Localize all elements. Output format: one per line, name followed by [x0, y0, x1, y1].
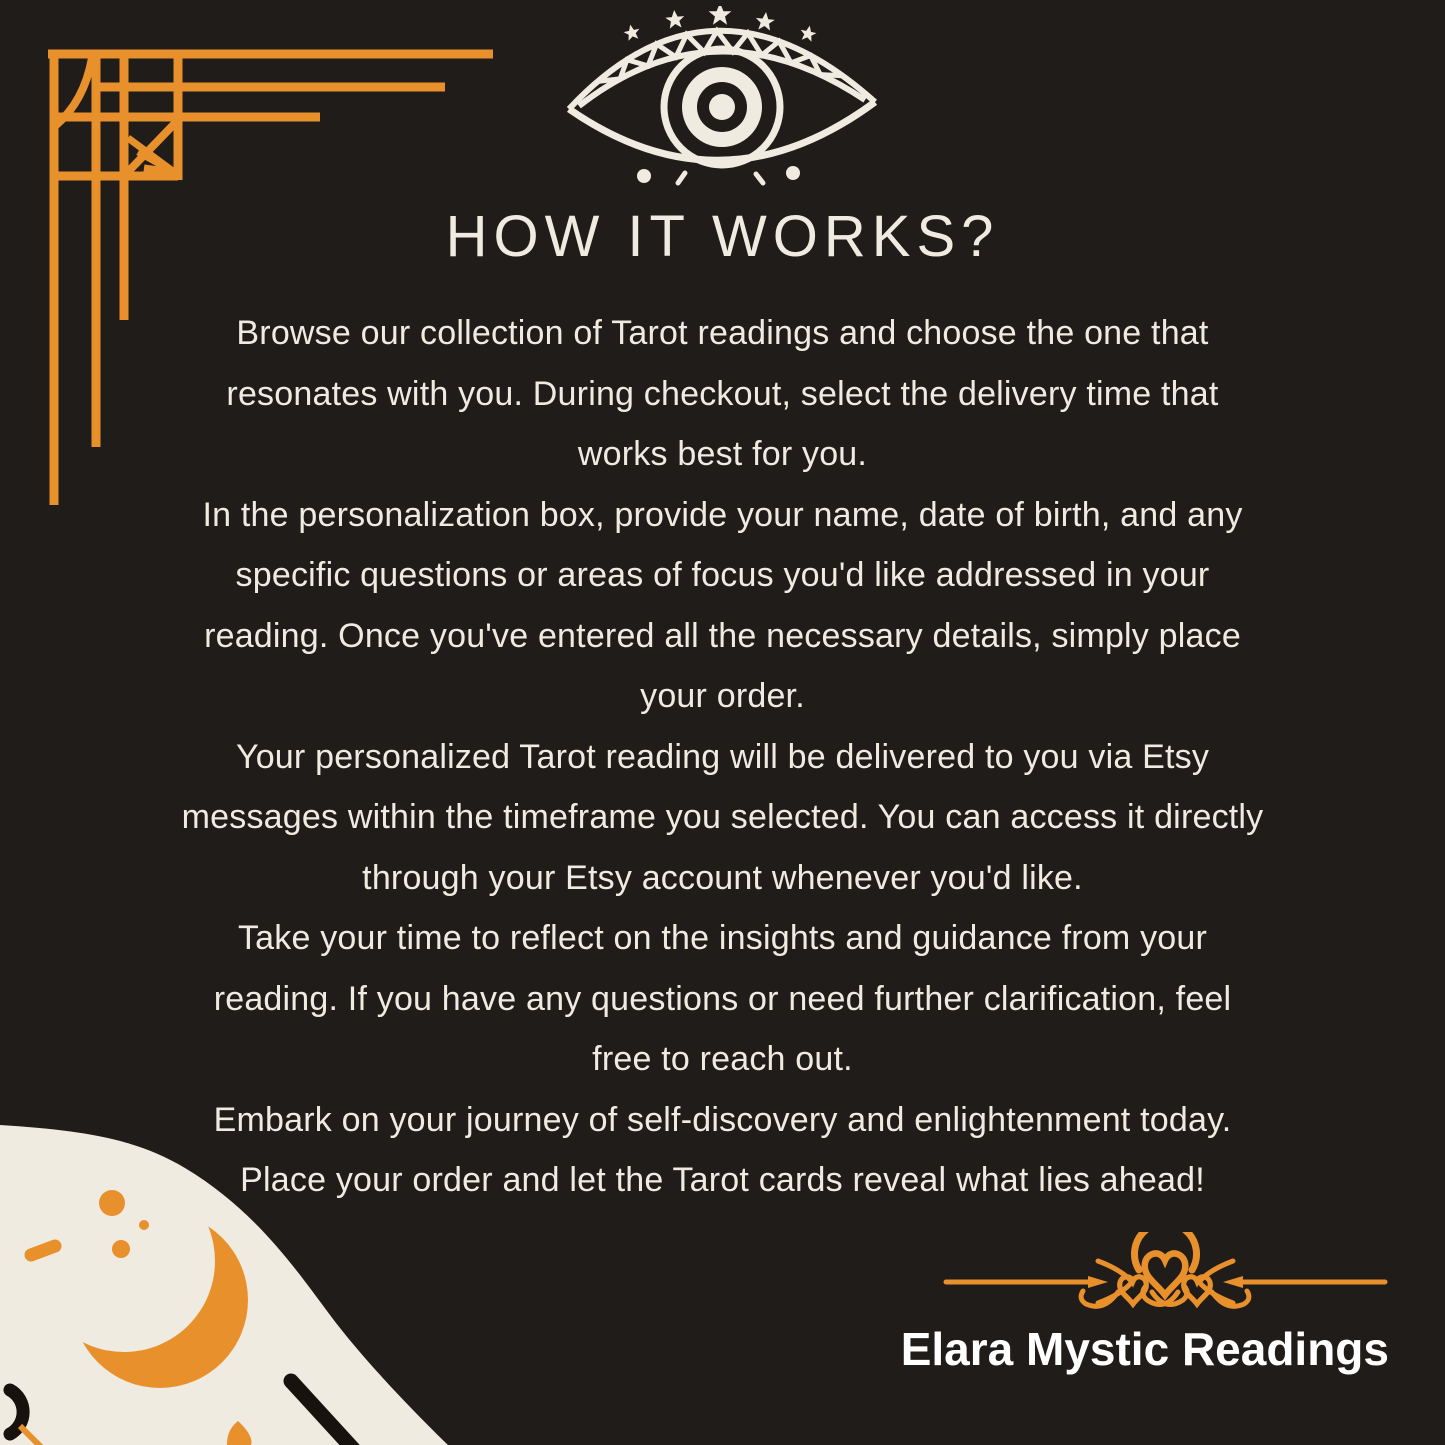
- text-line: reading. If you have any questions or need further clarification, feel: [213, 979, 1232, 1018]
- text-line: Browse our collection of Tarot readings and choose the one that: [236, 314, 1209, 352]
- paragraph: [50, 303, 1395, 485]
- body-text: [50, 303, 1395, 1211]
- text-line: through your Etsy account whenever you'd like.: [362, 858, 1083, 897]
- text-line: reading. Once you've entered all the necessary details, simply place: [204, 616, 1241, 655]
- mystic-eye-icon: [557, 6, 887, 201]
- moon-and-stars-illustration: [0, 1100, 470, 1445]
- text-line: Take your time to reflect on the insights and guidance from your: [237, 919, 1208, 957]
- text-line: Your personalized Tarot reading will be delivered to you via Etsy: [235, 737, 1210, 776]
- hearts-divider-icon: [938, 1232, 1393, 1332]
- text-line: specific questions or areas of focus you'd like addressed in your: [235, 556, 1210, 594]
- text-line: your order.: [640, 677, 805, 715]
- paragraph: [50, 908, 1395, 1090]
- text-line: In the personalization box, provide your name, date of birth, and any: [202, 495, 1243, 534]
- brand-name: Elara Mystic Readings: [900, 1323, 1389, 1375]
- paragraph: [50, 485, 1395, 727]
- text-line: works best for you.: [577, 435, 868, 473]
- paragraph: [50, 727, 1395, 909]
- text-line: messages within the timeframe you selected. You can access it directly: [181, 798, 1264, 836]
- text-line: Place your order and let the Tarot cards reveal what lies ahead!: [240, 1161, 1205, 1199]
- text-line: resonates with you. During checkout, select the delivery time that: [226, 374, 1219, 413]
- text-line: free to reach out.: [592, 1040, 853, 1078]
- text-line: Embark on your journey of self-discovery and enlightenment today.: [213, 1100, 1232, 1139]
- page-title: HOW IT WORKS?: [445, 204, 1000, 269]
